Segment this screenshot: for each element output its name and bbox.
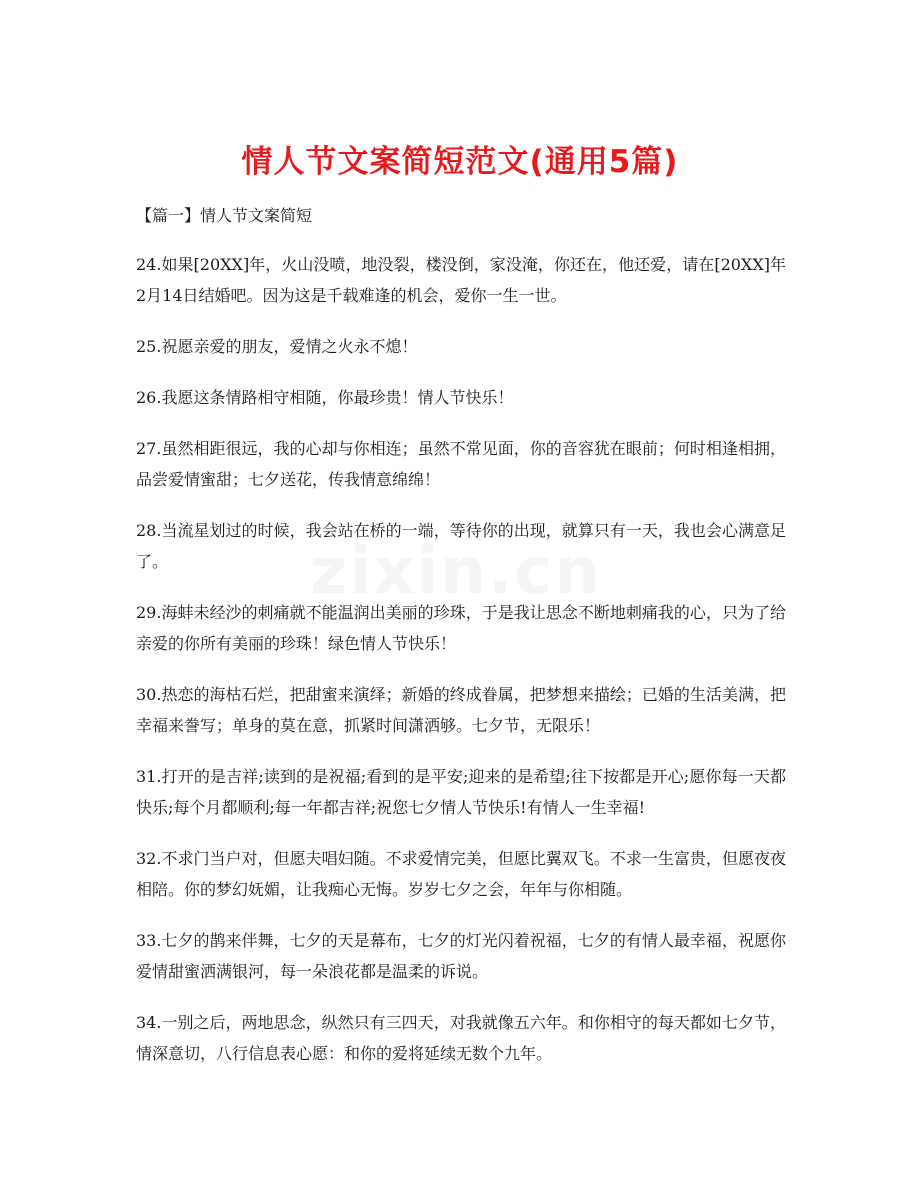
paragraph-25: 25.祝愿亲爱的朋友，爱情之火永不熄！ (136, 337, 418, 356)
paragraph-34: 34.一别之后，两地思念，纵然只有三四天，对我就像五六年。和你相守的每天都如七夕节，情深意切，八行信息表心愿：和你的爱将延续无数个九年。 (136, 1013, 786, 1063)
section-heading: 【篇一】情人节文案简短 (136, 206, 313, 225)
paragraph-31: 31.打开的是吉祥;读到的是祝福;看到的是平安;迎来的是希望;往下按都是开心;愿你每一天都快乐;每个月都顺利;每一年都吉祥;祝您七夕情人节快乐!有情人一生幸福! (136, 767, 786, 817)
paragraph-27: 27.虽然相距很远，我的心却与你相连；虽然不常见面，你的音容犹在眼前；何时相逢相拥，品尝爱情蜜甜；七夕送花，传我情意绵绵！ (136, 439, 786, 489)
document-title: 情人节文案简短范文(通用5篇) (241, 144, 679, 180)
paragraph-28: 28.当流星划过的时候，我会站在桥的一端，等待你的出现，就算只有一天，我也会心满意足了。 (136, 521, 786, 571)
paragraph-24: 24.如果[20XX]年，火山没喷，地没裂，楼没倒，家没淹，你还在，他还爱，请在[20XX]年2月14日结婚吧。因为这是千载难逢的机会，爱你一生一世。 (136, 255, 786, 305)
document-body (136, 249, 786, 1089)
watermark: zixin.cn (310, 535, 602, 609)
paragraph-30: 30.热恋的海枯石烂，把甜蜜来演绎；新婚的终成眷属，把梦想来描绘；已婚的生活美满，把幸福来誊写；单身的莫在意，抓紧时间潇洒够。七夕节，无限乐！ (136, 685, 786, 735)
paragraph-33: 33.七夕的鹊来伴舞，七夕的天是幕布，七夕的灯光闪着祝福，七夕的有情人最幸福，祝愿你爱情甜蜜洒满银河，每一朵浪花都是温柔的诉说。 (136, 931, 786, 981)
paragraph-26: 26.我愿这条情路相守相随，你最珍贵！情人节快乐！ (136, 388, 514, 407)
paragraph-32: 32.不求门当户对，但愿夫唱妇随。不求爱情完美，但愿比翼双飞。不求一生富贵，但愿夜夜相陪。你的梦幻妩媚，让我痴心无悔。岁岁七夕之会，年年与你相随。 (136, 849, 786, 899)
paragraph-29: 29.海蚌未经沙的刺痛就不能温润出美丽的珍珠，于是我让思念不断地刺痛我的心，只为了给亲爱的你所有美丽的珍珠！绿色情人节快乐！ (136, 603, 786, 653)
